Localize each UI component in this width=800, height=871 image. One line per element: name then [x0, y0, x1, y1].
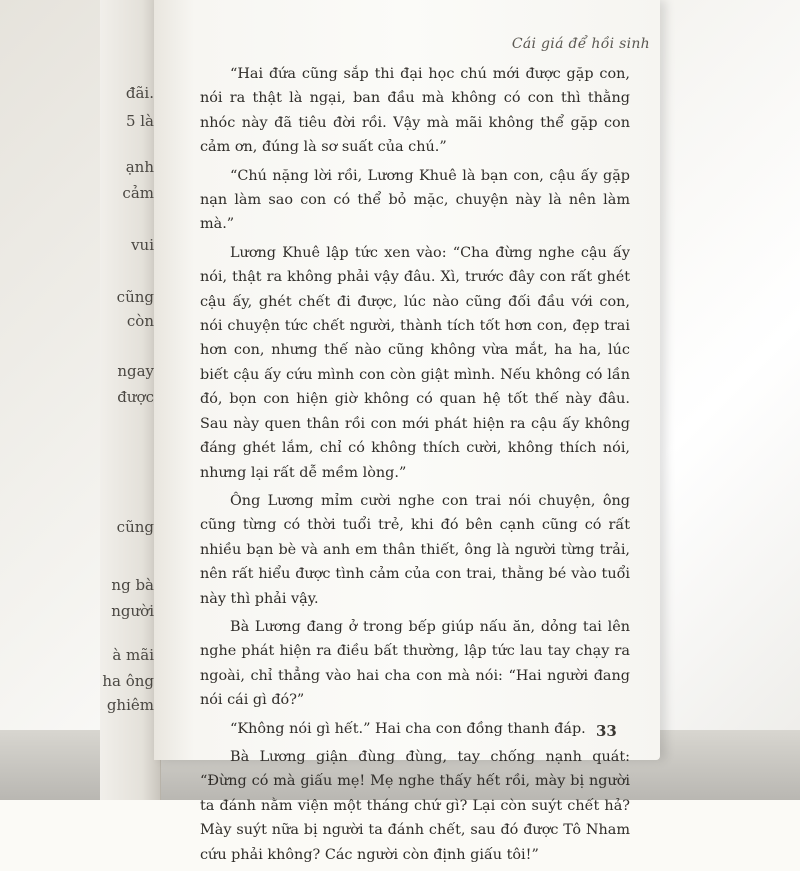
left-page-fragment: ghiêm: [106, 696, 154, 714]
left-page-fragment: cảm: [122, 184, 154, 202]
left-page-fragment: người: [111, 602, 154, 620]
left-page-fragment: cũng: [116, 288, 154, 306]
page-number: 33: [596, 722, 617, 740]
left-page-fragment: cũng: [116, 518, 154, 536]
paragraph: Bà Lương đang ở trong bếp giúp nấu ăn, dỏng tai lên nghe phát hiện ra điều bất thường, lập tức lau tay chạy ra ngoài, chỉ thẳng vào hai cha con mà nói: “Hai người đang nói cái gì đó?”: [200, 618, 630, 709]
left-page-fragment: à mãi: [112, 646, 154, 664]
left-page-fragment: vui: [131, 236, 154, 254]
running-head: Cái giá để hồi sinh: [511, 36, 650, 52]
left-page-fragment: đãi.: [125, 84, 154, 102]
left-page-fragment: ha ông: [102, 672, 154, 690]
left-page-fragment: được: [117, 388, 154, 406]
left-page-fragment: ngay: [117, 362, 154, 380]
left-page-fragment: 5 là: [125, 112, 154, 130]
left-page-fragment: còn: [126, 312, 154, 330]
paragraph: Lương Khuê lập tức xen vào: “Cha đừng nghe cậu ấy nói, thật ra không phải vậy đâu. Xì, trước đây con rất ghét cậu ấy, ghét chết đi được, lúc nào cũng đối đầu với con, nói chuyện tức chết người, thành tích tốt hơn con, đẹp trai hơn con, nhưng thế nào cũng không vừa mắt, ha ha, lúc biết cậu ấy cứu mình con còn giật mình. Nếu không có lần đó, bọn con hiện giờ không có quan hệ tốt thế này đâu. Sau này quen thân rồi con mới phát hiện ra cậu ấy không đáng ghét lắm, chỉ có không thích cười, không thích nói, nhưng lại rất dễ mềm lòng.”: [200, 244, 630, 481]
paragraph: “Không nói gì hết.” Hai cha con đồng thanh đáp.: [230, 720, 586, 737]
left-page-fragment: ng bà: [111, 576, 154, 594]
left-page-edge: [100, 0, 161, 800]
paragraph: “Hai đứa cũng sắp thi đại học chú mới được gặp con, nói ra thật là ngại, ban đầu mà không có con thì thằng nhóc này đã tiêu đời rồi. Vậy mà mãi không thể gặp con cảm ơn, đúng là sơ suất của chú.”: [200, 66, 630, 156]
left-page-fragment: ạnh: [125, 158, 154, 176]
page-body: [200, 62, 630, 871]
paragraph: “Chú nặng lời rồi, Lương Khuê là bạn con, cậu ấy gặp nạn làm sao con có thể bỏ mặc, chuyện này là nên làm mà.”: [200, 167, 630, 233]
paragraph: Bà Lương giận đùng đùng, tay chống nạnh quát: “Đừng có mà giấu mẹ! Mẹ nghe thấy hết rồi, mày bị người ta đánh nằm viện một tháng chứ gì? Lại còn suýt chết hả? Mày suýt nữa bị người ta đánh chết, sau đó được Tô Nham cứu phải không? Các người còn định giấu tôi!”: [200, 748, 630, 863]
paragraph: Ông Lương mỉm cười nghe con trai nói chuyện, ông cũng từng có thời tuổi trẻ, khi đó bên cạnh cũng có rất nhiều bạn bè và anh em thân thiết, ông là người từng trải, nên rất hiểu được tình cảm của con trai, thằng bé vào tuổi này thì phải vậy.: [200, 492, 630, 607]
